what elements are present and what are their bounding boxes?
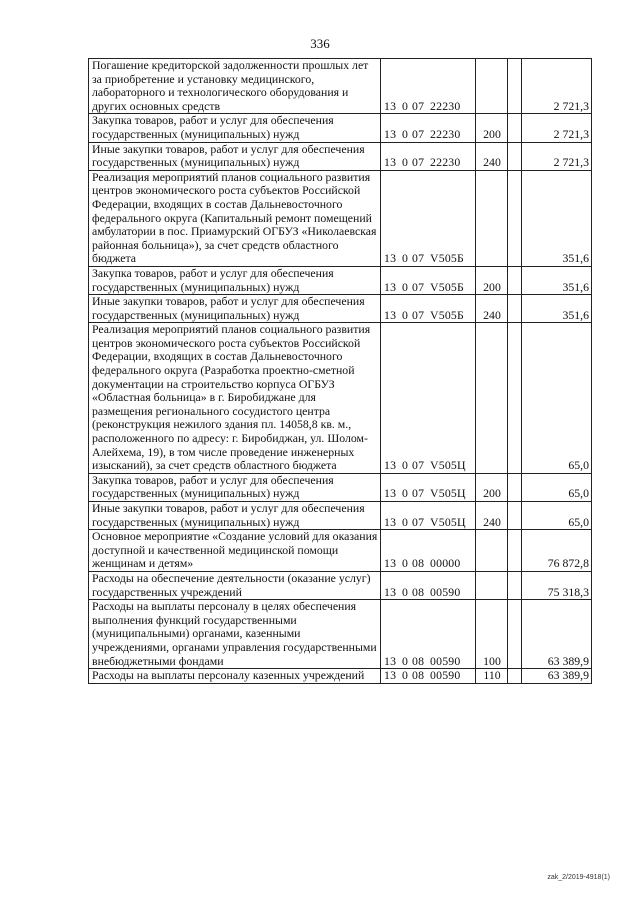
row-spacer-cell (508, 473, 522, 501)
code-section: 13 (384, 584, 397, 599)
row-description: Иные закупки товаров, работ и услуг для обеспечения государственных (муниципальных) нужд (89, 295, 381, 323)
code-direction: 00590 (430, 668, 461, 683)
code-activity: 08 (412, 668, 425, 683)
code-activity: 07 (412, 98, 425, 113)
code-subprogram: 0 (402, 556, 409, 571)
row-description: Расходы на обеспечение деятельности (оказание услуг) государственных учреждений (89, 571, 381, 599)
code-activity: 08 (412, 556, 425, 571)
row-spacer-cell (508, 59, 522, 114)
code-direction: V505Б (430, 279, 464, 294)
row-description: Закупка товаров, работ и услуг для обеспечения государственных (муниципальных) нужд (89, 473, 381, 501)
row-code (381, 142, 476, 170)
table-row (89, 59, 592, 114)
code-direction: V505Ц (430, 458, 466, 473)
row-amount: 2 721,3 (522, 59, 592, 114)
code-subprogram: 0 (402, 279, 409, 294)
code-activity: 07 (412, 458, 425, 473)
page-number: 336 (310, 36, 330, 51)
table-row (89, 170, 592, 266)
row-amount: 76 872,8 (522, 530, 592, 572)
code-section: 13 (384, 653, 397, 668)
row-expense-type (476, 530, 508, 572)
code-activity: 07 (412, 514, 425, 529)
row-expense-type: 110 (476, 669, 508, 684)
code-section: 13 (384, 486, 397, 501)
table-row (89, 473, 592, 501)
table-row (89, 114, 592, 142)
code-section: 13 (384, 279, 397, 294)
row-spacer-cell (508, 669, 522, 684)
row-amount: 2 721,3 (522, 142, 592, 170)
row-spacer-cell (508, 502, 522, 530)
code-section: 13 (384, 98, 397, 113)
document-code: zak_2/2019-4918(1) (547, 874, 610, 881)
row-description: Иные закупки товаров, работ и услуг для обеспечения государственных (муниципальных) нужд (89, 142, 381, 170)
row-amount: 351,6 (522, 266, 592, 294)
row-code (381, 114, 476, 142)
row-expense-type (476, 59, 508, 114)
code-direction: 00590 (430, 653, 461, 668)
row-expense-type: 240 (476, 142, 508, 170)
row-spacer-cell (508, 114, 522, 142)
row-code (381, 170, 476, 266)
row-amount: 63 389,9 (522, 600, 592, 669)
table-row (89, 323, 592, 474)
code-direction: V505Ц (430, 514, 466, 529)
row-description: Реализация мероприятий планов социального развития центров экономического роста субъектов Российской Федерации, входящих в состав Дальневосточного федерального округа (Разработка проектно-сметной документации на строительство корпуса ОГБУЗ «Областная больница» в г. Биробиджане для размещения регионального сосудистого центра (реконструкция нежилого здания пл. 14058,8 кв. м., расположенного по адресу: г. Биробиджан, ул. Шолом-Алейхема, 19), в том числе проведение инженерных изысканий), за счет средств областного бюджета (89, 323, 381, 474)
code-activity: 07 (412, 126, 425, 141)
table-row (89, 295, 592, 323)
code-activity: 08 (412, 584, 425, 599)
row-description: Реализация мероприятий планов социального развития центров экономического роста субъектов Российской Федерации, входящих в состав Дальневосточного федерального округа (Капитальный ремонт помещений амбулатории в пос. Приамурский ОГБУЗ «Николаевская районная больница»), за счет средств областного бюджета (89, 170, 381, 266)
row-amount: 75 318,3 (522, 571, 592, 599)
code-activity: 07 (412, 251, 425, 266)
code-direction: 00590 (430, 584, 461, 599)
row-expense-type: 100 (476, 600, 508, 669)
code-section: 13 (384, 668, 397, 683)
table-row (89, 669, 592, 684)
table-row (89, 600, 592, 669)
row-amount: 65,0 (522, 323, 592, 474)
row-description: Основное мероприятие «Создание условий для оказания доступной и качественной медицинской помощи женщинам и детям» (89, 530, 381, 572)
row-spacer-cell (508, 323, 522, 474)
code-section: 13 (384, 251, 397, 266)
code-section: 13 (384, 458, 397, 473)
code-direction: V505Б (430, 307, 464, 322)
code-direction: 22230 (430, 126, 461, 141)
code-subprogram: 0 (402, 307, 409, 322)
code-section: 13 (384, 155, 397, 170)
code-direction: 00000 (430, 556, 461, 571)
row-description: Иные закупки товаров, работ и услуг для обеспечения государственных (муниципальных) нужд (89, 502, 381, 530)
code-direction: V505Б (430, 251, 464, 266)
row-amount: 65,0 (522, 502, 592, 530)
row-code (381, 530, 476, 572)
row-spacer-cell (508, 571, 522, 599)
code-subprogram: 0 (402, 584, 409, 599)
table-row (89, 571, 592, 599)
code-subprogram: 0 (402, 155, 409, 170)
code-direction: 22230 (430, 155, 461, 170)
row-code (381, 571, 476, 599)
row-spacer-cell (508, 142, 522, 170)
row-code (381, 473, 476, 501)
row-expense-type (476, 323, 508, 474)
row-code (381, 295, 476, 323)
code-activity: 07 (412, 486, 425, 501)
code-activity: 08 (412, 653, 425, 668)
code-subprogram: 0 (402, 458, 409, 473)
row-expense-type (476, 571, 508, 599)
row-expense-type: 240 (476, 295, 508, 323)
row-spacer-cell (508, 530, 522, 572)
code-direction: V505Ц (430, 486, 466, 501)
code-subprogram: 0 (402, 653, 409, 668)
code-activity: 07 (412, 279, 425, 294)
code-subprogram: 0 (402, 668, 409, 683)
row-expense-type: 240 (476, 502, 508, 530)
code-direction: 22230 (430, 98, 461, 113)
budget-table-body (89, 59, 592, 684)
code-subprogram: 0 (402, 126, 409, 141)
table-row (89, 142, 592, 170)
row-code (381, 669, 476, 684)
table-row (89, 502, 592, 530)
code-subprogram: 0 (402, 486, 409, 501)
table-row (89, 266, 592, 294)
row-code (381, 59, 476, 114)
code-activity: 07 (412, 307, 425, 322)
row-expense-type: 200 (476, 266, 508, 294)
code-section: 13 (384, 514, 397, 529)
code-section: 13 (384, 126, 397, 141)
code-activity: 07 (412, 155, 425, 170)
table-row (89, 530, 592, 572)
row-spacer-cell (508, 170, 522, 266)
row-amount: 63 389,9 (522, 669, 592, 684)
row-code (381, 600, 476, 669)
row-code (381, 502, 476, 530)
code-subprogram: 0 (402, 98, 409, 113)
row-description: Расходы на выплаты персоналу в целях обеспечения выполнения функций государственными (муниципальными) органами, казенными учреждениями, органами управления государственными внебюджетными фондами (89, 600, 381, 669)
row-expense-type: 200 (476, 473, 508, 501)
row-code (381, 323, 476, 474)
row-description: Расходы на выплаты персоналу казенных учреждений (89, 669, 381, 684)
row-spacer-cell (508, 600, 522, 669)
row-amount: 65,0 (522, 473, 592, 501)
budget-table (88, 58, 592, 684)
code-section: 13 (384, 307, 397, 322)
row-amount: 351,6 (522, 170, 592, 266)
code-section: 13 (384, 556, 397, 571)
row-amount: 351,6 (522, 295, 592, 323)
row-amount: 2 721,3 (522, 114, 592, 142)
row-spacer-cell (508, 295, 522, 323)
code-subprogram: 0 (402, 251, 409, 266)
row-spacer-cell (508, 266, 522, 294)
row-expense-type: 200 (476, 114, 508, 142)
row-description: Закупка товаров, работ и услуг для обеспечения государственных (муниципальных) нужд (89, 114, 381, 142)
row-expense-type (476, 170, 508, 266)
code-subprogram: 0 (402, 514, 409, 529)
row-description: Погашение кредиторской задолженности прошлых лет за приобретение и установку медицинского, лабораторного и технологического оборудования и других основных средств (89, 59, 381, 114)
row-description: Закупка товаров, работ и услуг для обеспечения государственных (муниципальных) нужд (89, 266, 381, 294)
row-code (381, 266, 476, 294)
